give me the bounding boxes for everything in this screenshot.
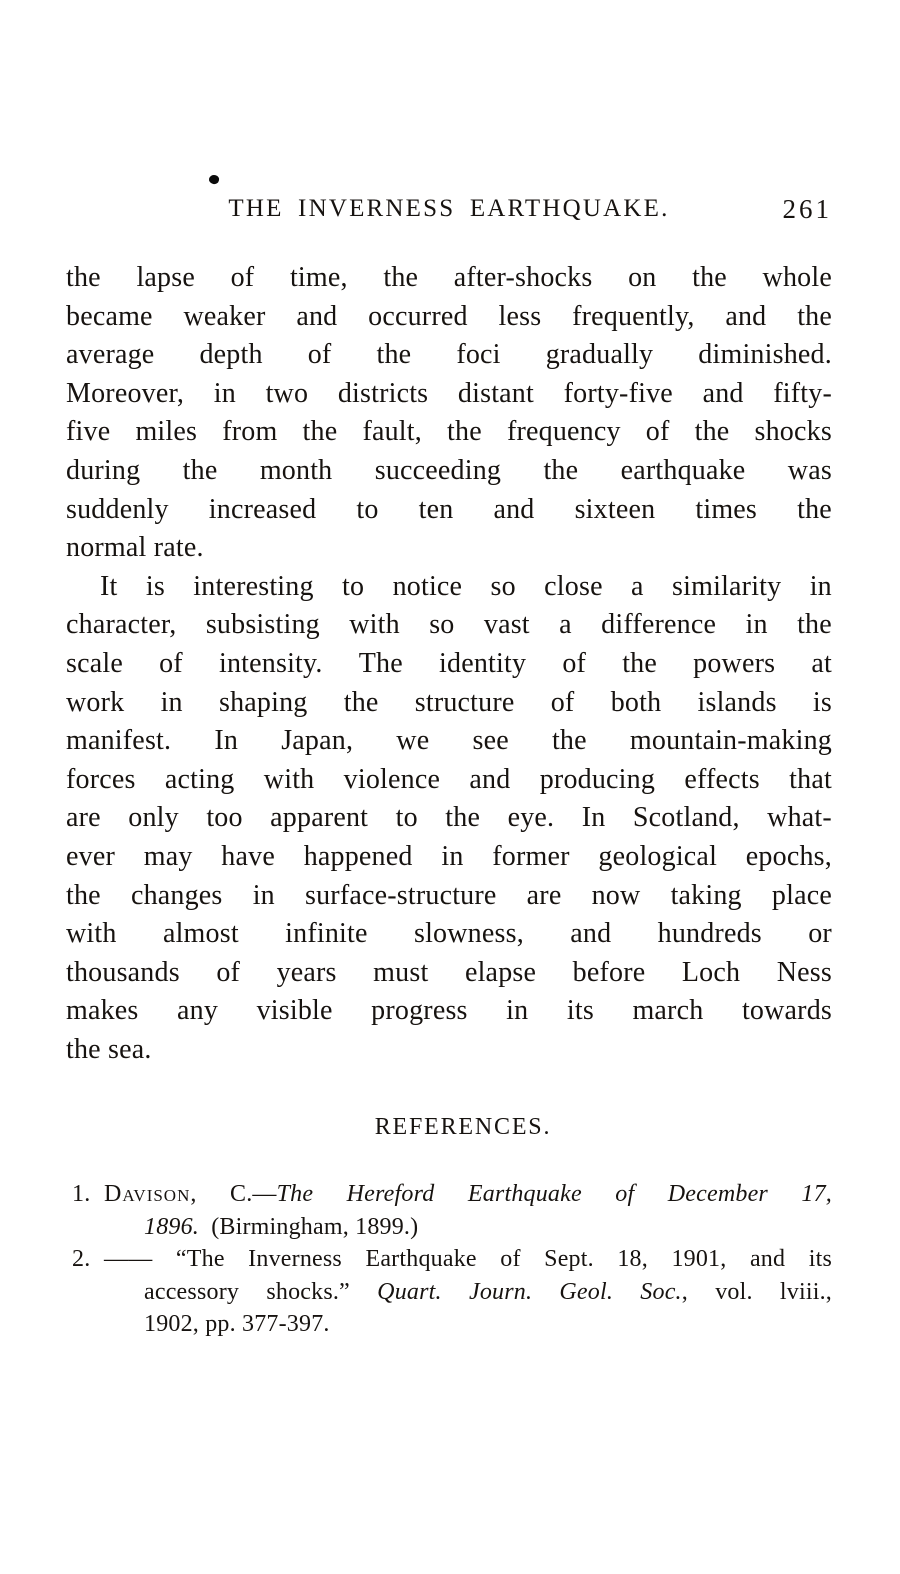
text-line: suddenly increased to ten and sixteen times the — [66, 493, 832, 525]
text-line: became weaker and occurred less frequently, and the — [66, 300, 832, 332]
references-heading: REFERENCES. — [374, 1114, 552, 1140]
text-line: character, subsisting with so vast a difference in the — [66, 609, 832, 641]
paragraph — [66, 259, 832, 568]
text-line: makes any visible progress in its march towards — [66, 995, 832, 1027]
paragraph — [66, 568, 832, 1070]
reference-line: 2. —— “The Inverness Earthquake of Sept. 18, 1901, and its — [66, 1243, 832, 1276]
running-head — [66, 192, 832, 226]
text-line: with almost infinite slowness, and hundreds or — [66, 918, 832, 950]
text-line: Moreover, in two districts distant forty-five and fifty- — [66, 377, 832, 409]
references-list — [66, 1178, 832, 1341]
text-line: forces acting with violence and producing effects that — [66, 763, 832, 795]
body-text — [66, 259, 832, 1069]
page-number: 261 — [782, 194, 832, 224]
text-line: are only too apparent to the eye. In Scotland, what- — [66, 802, 832, 834]
reference-item — [66, 1178, 832, 1243]
text-line: work in shaping the structure of both islands is — [66, 686, 832, 718]
reference-line: 1896. (Birmingham, 1899.) — [144, 1213, 419, 1240]
text-line: five miles from the fault, the frequency of the shocks — [66, 416, 832, 448]
reference-number: 1. — [72, 1181, 91, 1207]
text-line: manifest. In Japan, we see the mountain-making — [66, 725, 832, 757]
text-line: the changes in surface-structure are now taking place — [66, 879, 832, 911]
running-head-title: THE INVERNESS EARTHQUAKE. — [228, 195, 670, 222]
text-line: during the month succeeding the earthquake was — [66, 454, 832, 486]
text-line: the lapse of time, the after-shocks on the whole — [66, 262, 832, 293]
text-line: ever may have happened in former geological epochs, — [66, 840, 832, 872]
reference-number: 2. — [72, 1246, 91, 1272]
ink-dot — [208, 174, 220, 185]
text-line: thousands of years must elapse before Loch Ness — [66, 956, 832, 988]
references-heading-row — [66, 1114, 832, 1141]
text-line: the sea. — [66, 1033, 152, 1065]
text-line: average depth of the foci gradually diminished. — [66, 339, 832, 371]
reference-item — [66, 1243, 832, 1341]
text-line: It is interesting to notice so close a similarity in — [100, 570, 832, 602]
text-line: normal rate. — [66, 532, 204, 564]
reference-line: 1902, pp. 377-397. — [144, 1311, 330, 1337]
reference-line: 1. Davison, C.—The Hereford Earthquake of December 17, — [66, 1178, 832, 1211]
reference-line: accessory shocks.” Quart. Journ. Geol. Soc., vol. lviii., — [144, 1278, 833, 1305]
text-line: scale of intensity. The identity of the powers at — [66, 647, 832, 679]
